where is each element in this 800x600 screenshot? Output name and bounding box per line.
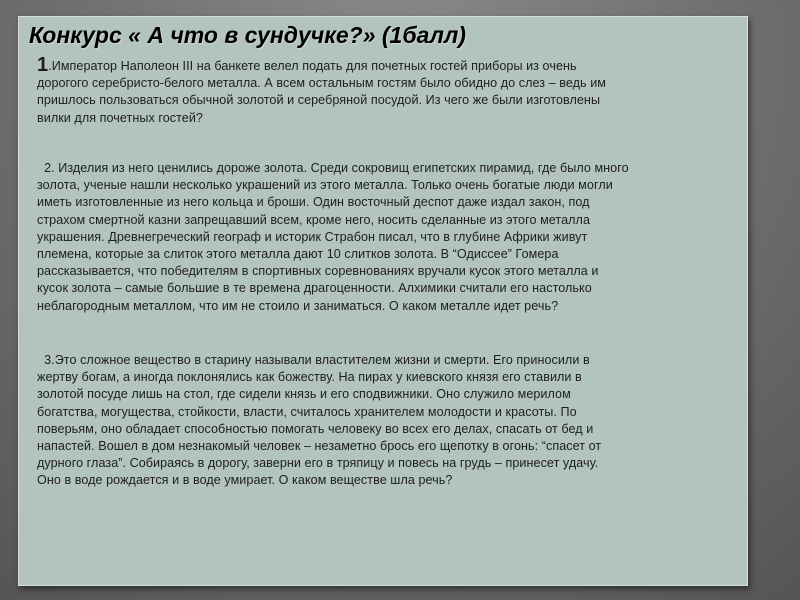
question-2-line: рассказывается, что победителям в спортивных соревнованиях вручали кусок этого металла и <box>37 264 599 279</box>
question-2-line: неблагородным металлом, что им не стоило и заниматься. О каком металле идет речь? <box>37 298 559 313</box>
question-3-line: напастей. Вошел в дом незнакомый человек – незаметно брось его щепотку в огонь: “спасет от <box>37 439 602 454</box>
question-3-line: 3.Это сложное вещество в старину называли властителем жизни и смерти. Его приносили в <box>37 353 590 367</box>
question-2-line: кусок золота – самые большие в те времена драгоценности. Алхимики считали его настолько <box>37 281 592 296</box>
question-2-line: иметь изготовленные из него кольца и броши. Один восточный деспот даже издал закон, под <box>37 195 590 210</box>
question-2-line: 2. Изделия из него ценились дороже золота. Среди сокровищ египетских пирамид, где было много <box>37 161 629 175</box>
question-3-line: жертву богам, а иногда поклонялись как божеству. На пирах у киевского князя его ставили в <box>37 370 582 385</box>
question-1-line: вилки для почетных гостей? <box>37 110 203 125</box>
question-1 <box>37 54 742 127</box>
question-2-line: украшения. Древнегреческий географ и историк Страбон писал, что в глубине Африки живут <box>37 229 588 244</box>
question-3-line: поверьям, оно обладает способностью помогать человеку во всех его делах, спасать от бед и <box>37 421 594 436</box>
question-1-number: 1 <box>37 54 49 76</box>
question-3-line: богатства, могущества, стойкости, власти, считалось хранителем молодости и красоты. По <box>37 404 577 419</box>
question-3-line: Оно в воде рождается и в воде умирает. О каком веществе шла речь? <box>37 473 453 488</box>
question-1-line: дорогого серебристо-белого металла. А всем остальным гостям было обидно до слез – ведь им <box>37 76 607 91</box>
slide-title: Конкурс « А что в сундучке?» (1балл) <box>29 22 466 48</box>
slide <box>18 16 748 586</box>
question-2 <box>37 160 742 315</box>
question-2-line: золота, ученые нашли несколько украшений из этого металла. Только очень богатые люди могли <box>37 178 613 193</box>
question-2-line: племена, которые за слиток этого металла дают 10 слитков золота. В “Одиссее” Гомера <box>37 247 559 262</box>
question-3-line: золотой посуде лишь на стол, где сидели князь и его сподвижники. Оно служило мерилом <box>37 387 571 402</box>
question-1-line: пришлось пользоваться обычной золотой и серебряной посудой. Из чего же были изготовлены <box>37 93 601 108</box>
question-3 <box>37 352 742 490</box>
question-3-line: дурного глаза”. Собираясь в дорогу, заверни его в тряпицу и повесь на грудь – принесет удачу. <box>37 456 599 471</box>
question-1-line <box>37 54 742 76</box>
question-2-line: страхом смертной казни запрещавший всем, кроме него, носить сделанные из этого металла <box>37 212 590 227</box>
question-1-text: .Император Наполеон III на банкете велел подать для почетных гостей приборы из очень <box>48 59 577 73</box>
